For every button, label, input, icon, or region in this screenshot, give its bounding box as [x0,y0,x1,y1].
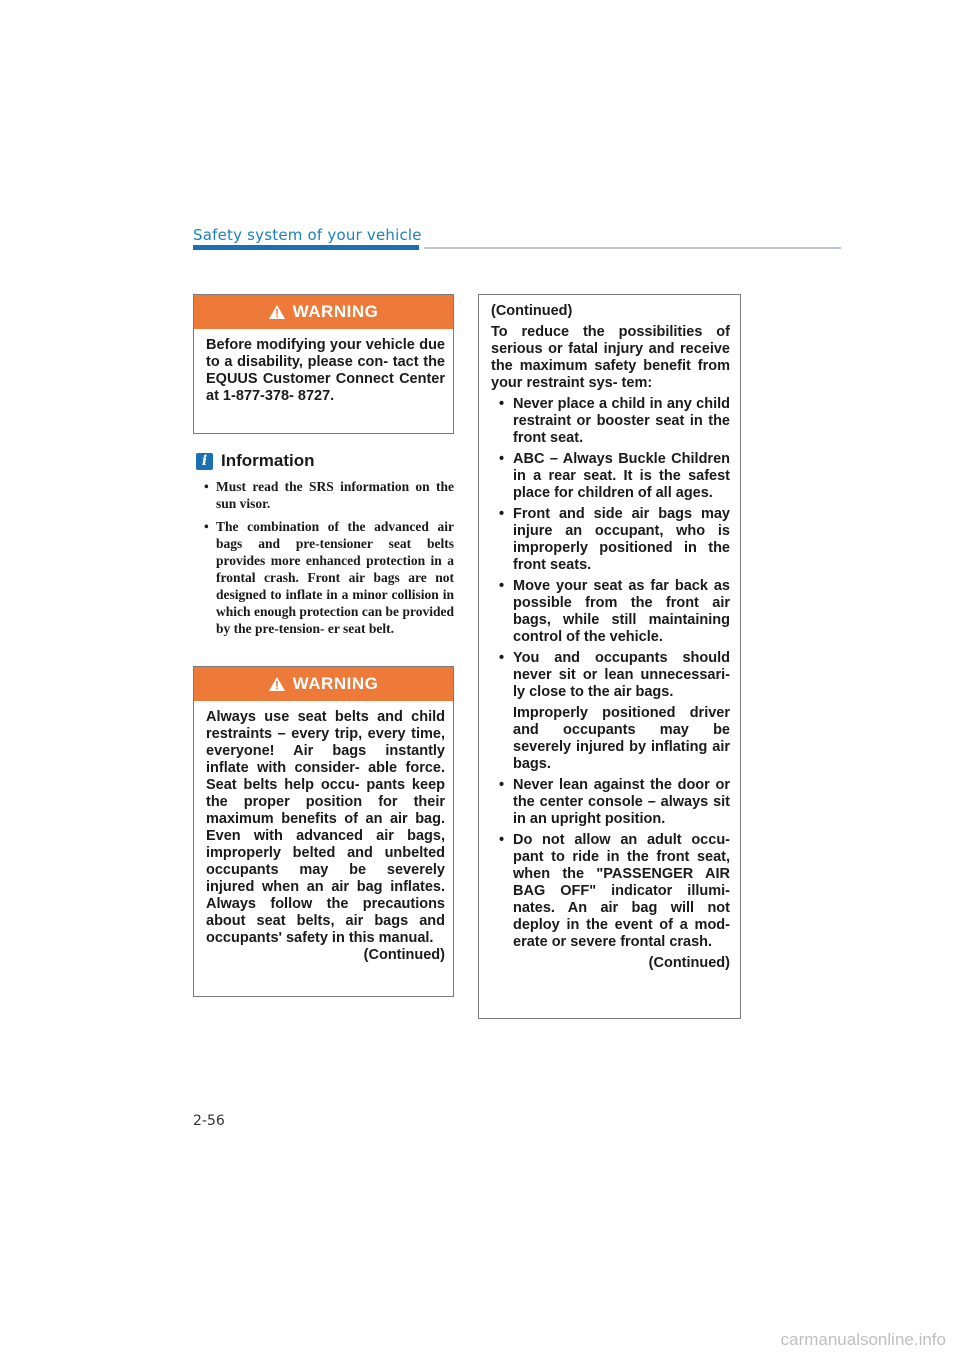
watermark: carmanualsonline.info [780,1330,946,1349]
warning-triangle-icon [269,305,285,319]
information-item: • Must read the SRS information on the sun visor. [204,478,454,512]
warning-header [194,667,453,701]
warning-label: WARNING [292,302,379,321]
list-item-subparagraph: Improperly positioned driver and occupants may be severely injured by inflating air bags. [513,705,730,772]
information-heading [196,451,315,471]
list-item: • Never lean against the door or the center console – always sit in an upright position. [491,777,730,828]
section-title: Safety system of your vehicle [193,226,422,244]
warning-triangle-icon [269,677,285,691]
warning-box-continued [478,294,741,1019]
list-item-text: You and occupants should never sit or lean unnecessari- ly close to the air bags. [513,650,730,700]
warning-label: WARNING [292,674,379,693]
list-item: • Front and side air bags may injure an occupant, who is improperly positioned in the front seats. [491,506,730,574]
list-item: • Do not allow an adult occu- pant to ride in the front seat, when the "PASSENGER AIR BAG OFF" indicator illumi- nates. An air bag will not deploy in the event of a mod- erate or severe frontal crash. [491,832,730,951]
continued-label: (Continued) [491,303,573,319]
information-item: • The combination of the advanced air bags and pre-tensioner seat belts provides more enhanced protection in a frontal crash. Front air bags are not designed to inflate in a minor collision in which enough protection can be provided by the pre-tension- er seat belt. [204,518,454,637]
info-icon: i [196,453,213,470]
warning-box-seat-belts [193,666,454,997]
information-list [204,478,454,643]
list-item: • Never place a child in any child restraint or booster seat in the front seat. [491,396,730,447]
warning-text: Always use seat belts and child restraints – every trip, every time, everyone! Air bags instantly inflate with consider- able force. Seat belts help occu- pants keep the proper position for their maximum benefits of an air bag. Even with advanced air bags, improperly belted and unbelted occupants may be severely injured when an air bag inflates. Always follow the precautions about seat belts, air bags and occupants' safety in this manual. [206,709,445,946]
list-item: • Move your seat as far back as possible from the front air bags, while still maintaining control of the vehicle. [491,578,730,646]
warning-box-modifying-vehicle [193,294,454,434]
warning-header [194,295,453,329]
warning-content [194,701,453,972]
warning-content [479,295,740,980]
continued-label: (Continued) [363,947,445,963]
warning-text: Before modifying your vehicle due to a disability, please con- tact the EQUUS Customer Connect Center at 1-877-378- 8727. [206,337,445,404]
header-rule-accent [193,245,419,250]
header-rule [424,247,841,249]
continued-label: (Continued) [648,955,730,971]
warning-bullet-list [491,396,730,951]
information-title: Information [221,451,315,470]
list-item: • ABC – Always Buckle Children in a rear seat. It is the safest place for children of all ages. [491,451,730,502]
warning-intro: To reduce the possibilities of serious or fatal injury and receive the maximum safety benefit from your restraint sys- tem: [491,324,730,391]
list-item [491,650,730,773]
page-number: 2-56 [193,1113,225,1129]
